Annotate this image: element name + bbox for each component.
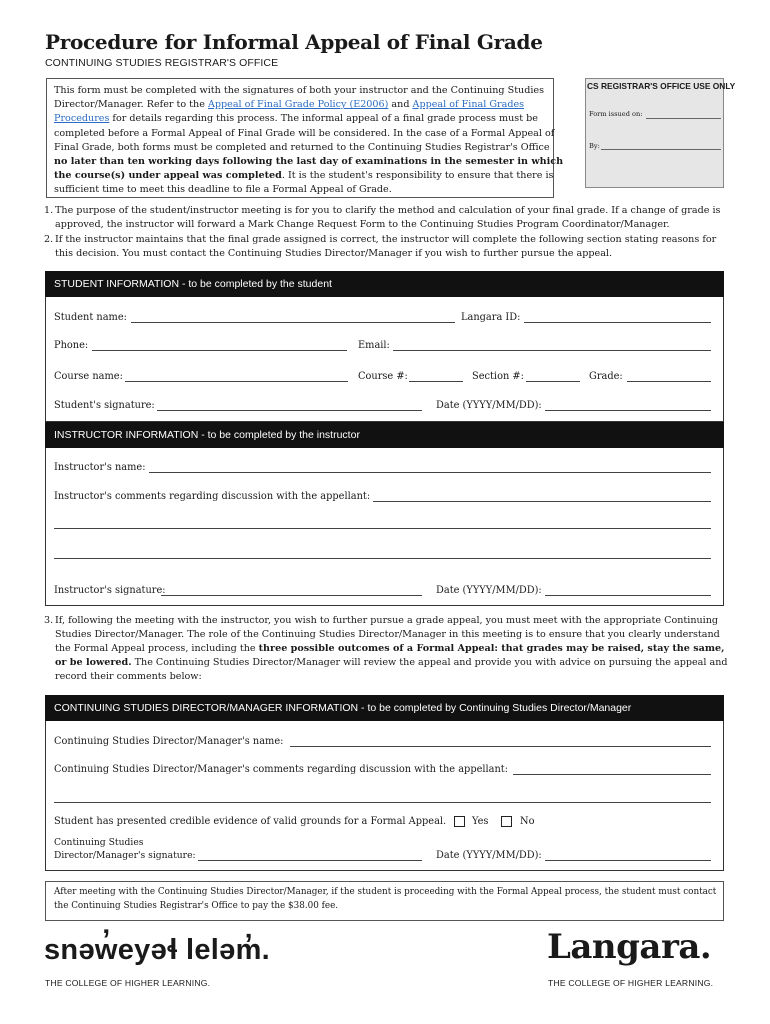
instructor-comments-line[interactable]: [54, 528, 711, 529]
intro-text-part: . It is the student's responsibility to ensure that there is sufficient time to meet this deadline to file a Formal Appeal of Grade.: [54, 170, 554, 196]
deadline-text: no later than ten working days following the last day of examinations in the semester in which the course(s) under appeal was completed: [54, 156, 564, 182]
email-label: Email:: [358, 340, 390, 351]
instructor-signature-label: Instructor's signature:: [54, 585, 166, 596]
by-label: By:: [589, 142, 600, 150]
director-signature-field[interactable]: [198, 860, 422, 861]
director-section-header: CONTINUING STUDIES DIRECTOR/MANAGER INFORMATION - to be completed by Continuing Studies Director/Manager: [45, 695, 724, 721]
procedures-link[interactable]: Appeal of Final Grades Procedures: [54, 99, 525, 125]
step-3: [44, 614, 734, 684]
page-title: Procedure for Informal Appeal of Final Grade: [45, 30, 543, 54]
left-tagline: THE COLLEGE OF HIGHER LEARNING.: [45, 978, 211, 988]
course-number-label: Course #:: [358, 371, 408, 382]
instructor-name-field[interactable]: [149, 472, 711, 473]
yes-label: Yes: [472, 816, 489, 827]
section-label: Section #:: [472, 371, 524, 382]
right-tagline: THE COLLEGE OF HIGHER LEARNING.: [548, 978, 714, 988]
langara-id-label: Langara ID:: [461, 312, 521, 323]
student-section-header: STUDENT INFORMATION - to be completed by the student: [45, 271, 724, 297]
intro-text-part: for details regarding this process. The informal appeal of a final grade process must be completed before a Formal Appeal of Final Grade will be considered. In the case of a Formal Appeal of Final Grade, both forms must be completed and returned to the Continuing Studies Registrar's Office: [54, 113, 555, 153]
by-field[interactable]: [601, 149, 721, 150]
grade-field[interactable]: [627, 381, 711, 382]
step-number: 3.: [44, 615, 54, 626]
director-signature-label-1: Continuing Studies: [54, 837, 144, 848]
step-text: [55, 614, 734, 684]
outcomes-text: three possible outcomes of a Formal Appeal: that grades may be raised, stay the same, or be lowered.: [55, 643, 725, 668]
instructor-section-header: INSTRUCTOR INFORMATION - to be completed by the instructor: [45, 422, 724, 448]
phone-field[interactable]: [92, 350, 347, 351]
course-name-label: Course name:: [54, 371, 123, 382]
director-comments-field[interactable]: [513, 774, 711, 775]
form-issued-field[interactable]: [646, 118, 721, 119]
director-name-field[interactable]: [290, 746, 711, 747]
instructor-comments-line[interactable]: [54, 558, 711, 559]
intro-text: [54, 84, 564, 198]
step-number: 2.: [44, 234, 54, 245]
director-comments-line[interactable]: [54, 802, 711, 803]
office-use-title: CS REGISTRAR'S OFFICE USE ONLY: [587, 81, 736, 91]
intro-text-part: This form must be completed with the signatures of both your instructor and the Continuing Studies Director/Manager. Refer to the: [54, 85, 545, 111]
intro-text-part: and: [388, 99, 413, 111]
step-text-part: If, following the meeting with the instructor, you wish to further pursue a grade appeal, you must meet with the appropriate Continuing Studies Director/Manager. The role of the Continuing Studies Director/Manager in this meeting is to ensure that you clearly understand the Formal Appeal process, including the: [55, 615, 720, 654]
email-field[interactable]: [393, 350, 711, 351]
director-name-label: Continuing Studies Director/Manager's name:: [54, 736, 284, 747]
langara-id-field[interactable]: [524, 322, 711, 323]
student-date-field[interactable]: [545, 410, 711, 411]
director-date-label: Date (YYYY/MM/DD):: [436, 850, 542, 861]
director-signature-label-2: Director/Manager's signature:: [54, 850, 196, 861]
phone-label: Phone:: [54, 340, 89, 351]
no-checkbox[interactable]: [501, 816, 512, 827]
director-comments-label: Continuing Studies Director/Manager's comments regarding discussion with the appellant:: [54, 764, 509, 775]
instructor-comments-label: Instructor's comments regarding discussion with the appellant:: [54, 491, 371, 502]
student-signature-label: Student's signature:: [54, 400, 155, 411]
student-signature-field[interactable]: [157, 410, 422, 411]
step-text-part: The Continuing Studies Director/Manager will review the appeal and provide you with advice on pursuing the appeal and record their comments below:: [55, 657, 728, 682]
instructor-signature-field[interactable]: [161, 595, 422, 596]
step-text: If the instructor maintains that the final grade assigned is correct, the instructor will complete the following section stating reasons for this decision. You must contact the Continuing Studies Director/Manager if you wish to further pursue the appeal.: [55, 234, 717, 259]
section-field[interactable]: [526, 381, 580, 382]
indigenous-name-logo: snəw̓eyəɬ leləm̓.: [44, 934, 271, 966]
instructor-comments-field[interactable]: [373, 501, 711, 502]
form-issued-label: Form issued on:: [589, 110, 643, 118]
step-1: [44, 204, 734, 232]
course-name-field[interactable]: [125, 381, 348, 382]
course-number-field[interactable]: [409, 381, 463, 382]
student-date-label: Date (YYYY/MM/DD):: [436, 400, 542, 411]
step-text: The purpose of the student/instructor meeting is for you to clarify the method and calculation of your final grade. If a change of grade is approved, the instructor will forward a Mark Change Request Form to the Continuing Studies Program Coordinator/Manager.: [55, 205, 721, 230]
yes-checkbox[interactable]: [454, 816, 465, 827]
grade-label: Grade:: [589, 371, 623, 382]
langara-logo: Langara.: [547, 927, 712, 967]
office-use-box: [585, 78, 724, 188]
student-name-field[interactable]: [131, 322, 455, 323]
step-number: 1.: [44, 205, 54, 216]
instructor-date-label: Date (YYYY/MM/DD):: [436, 585, 542, 596]
instructor-name-label: Instructor's name:: [54, 462, 146, 473]
no-label: No: [520, 816, 535, 827]
fee-note-text: After meeting with the Continuing Studies Director/Manager, if the student is proceeding with the Formal Appeal process, the student must contact the Continuing Studies Registrar's Office to pay the $38.00 fee.: [54, 887, 717, 911]
evidence-label: Student has presented credible evidence of valid grounds for a Formal Appeal.: [54, 816, 447, 827]
student-name-label: Student name:: [54, 312, 127, 323]
office-subtitle: CONTINUING STUDIES REGISTRAR'S OFFICE: [45, 57, 279, 69]
step-2: [44, 233, 734, 261]
director-date-field[interactable]: [545, 860, 711, 861]
instructor-date-field[interactable]: [545, 595, 711, 596]
policy-link[interactable]: Appeal of Final Grade Policy (E2006): [207, 99, 389, 111]
